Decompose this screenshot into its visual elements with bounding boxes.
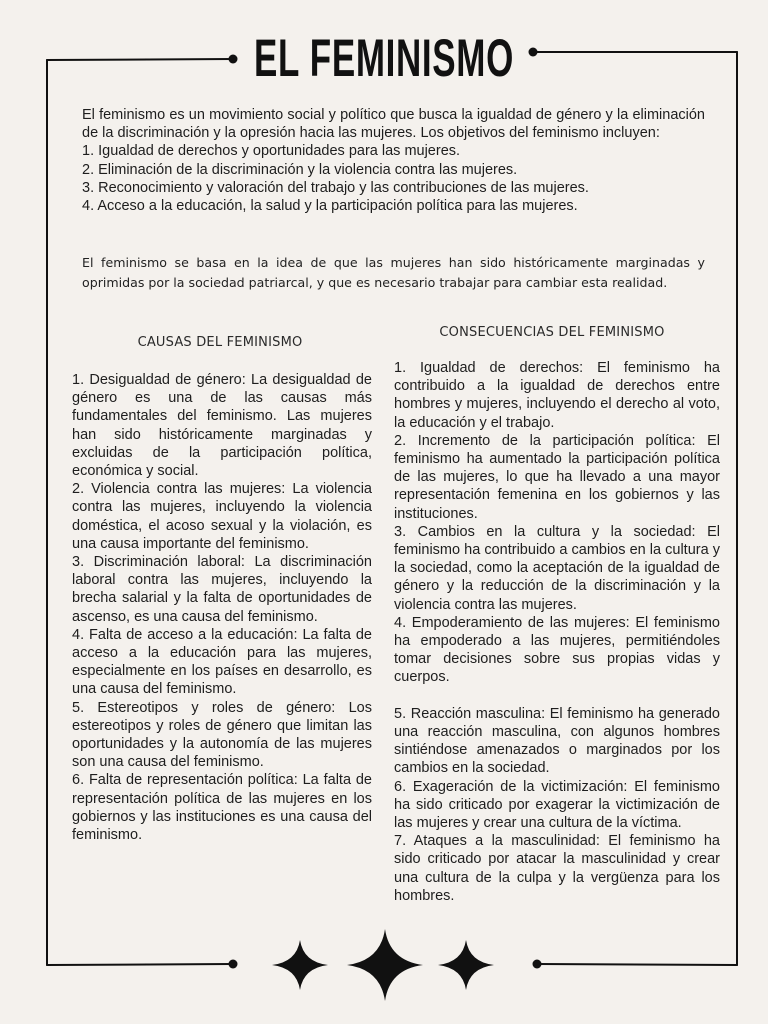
consequence-item: 2. Incremento de la participación política: El feminismo ha aumentado la participación política de las mujeres, lo que ha llevado a una mayor representación femenina en los gobiernos y las instituciones. <box>394 432 720 522</box>
consequences-column <box>394 359 720 905</box>
frame-dot-bottom-left <box>229 960 238 969</box>
sparkle-star-icon <box>272 940 328 990</box>
objective-item: 4. Acceso a la educación, la salud y la participación política para las mujeres. <box>82 198 578 215</box>
consequence-item: 5. Reacción masculina: El feminismo ha generado una reacción masculina, con algunos hombres sintiéndose amenazados o marginados por los cambios en la sociedad. <box>394 705 720 777</box>
objective-item: 2. Eliminación de la discriminación y la violencia contra las mujeres. <box>82 161 518 178</box>
cause-item: 3. Discriminación laboral: La discriminación laboral contra las mujeres, incluyendo la brecha salarial y la falta de oportunidades de ascenso, es una causa del feminismo. <box>72 554 372 625</box>
objective-item: 1. Igualdad de derechos y oportunidades para las mujeres. <box>82 143 461 160</box>
cause-item: 1. Desigualdad de género: La desigualdad de género es una de las causas más fundamentales del feminismo. Las mujeres han sido históricamente marginadas y excluidas de la participación política, económica y social. <box>72 372 372 480</box>
consequence-item: 3. Cambios en la cultura y la sociedad: El feminismo ha contribuido a cambios en la cultura y la sociedad, como la aceptación de la igualdad de género y la reducción de la discriminación y la violencia contra las mujeres. <box>394 523 720 613</box>
frame-line-bottom-right <box>537 964 737 965</box>
sparkle-star-icon <box>438 940 494 990</box>
objective-item: 3. Reconocimiento y valoración del trabajo y las contribuciones de las mujeres. <box>82 179 589 196</box>
objectives-list <box>82 142 705 215</box>
frame-line-bottom-left <box>47 964 233 965</box>
cause-item: 2. Violencia contra las mujeres: La violencia contra las mujeres, incluyendo la violencia doméstica, el acoso sexual y la violación, es una causa importante del feminismo. <box>72 481 372 552</box>
intro-paragraph: El feminismo es un movimiento social y político que busca la igualdad de género y la eliminación de la discriminación y la opresión hacia las mujeres. Los objetivos del feminismo incluyen: <box>82 107 705 142</box>
consequence-item: 6. Exageración de la victimización: El feminismo ha sido criticado por exagerar la victimización de las mujeres y crear una cultura de la víctima. <box>394 778 720 832</box>
frame-line-top-left <box>47 59 233 60</box>
page-title: EL FEMINISMO <box>254 29 514 88</box>
intro-closing-paragraph: El feminismo se basa en la idea de que las mujeres han sido históricamente marginadas y oprimidas por la sociedad patriarcal, y que es necesario trabajar para cambiar esta realidad. <box>82 255 705 290</box>
cause-item: 5. Estereotipos y roles de género: Los estereotipos y roles de género que limitan las oportunidades y la autonomía de las mujeres son una causa del feminismo. <box>72 699 372 771</box>
causes-heading: CAUSAS DEL FEMINISMO <box>137 335 303 350</box>
cause-item: 4. Falta de acceso a la educación: La falta de acceso a la educación para las mujeres, especialmente en los países en desarrollo, es una causa del feminismo. <box>72 626 372 698</box>
cause-item: 6. Falta de representación política: La falta de representación política de las mujeres en los gobiernos y las instituciones es una causa del feminismo. <box>72 772 372 844</box>
consequence-item: 1. Igualdad de derechos: El feminismo ha contribuido a la igualdad de derechos entre hombres y mujeres, incluyendo el derecho al voto, la educación y el trabajo. <box>394 360 720 431</box>
frame-dot-bottom-right <box>533 960 542 969</box>
star-decoration <box>272 929 494 1001</box>
consequences-heading: CONSECUENCIAS DEL FEMINISMO <box>439 325 665 340</box>
intro-section <box>82 106 705 215</box>
consequence-item: 7. Ataques a la masculinidad: El feminismo ha sido criticado por atacar la masculinidad y crear una cultura de la culpa y la vergüenza para los hombres. <box>394 833 720 904</box>
causes-column <box>72 371 372 844</box>
consequence-item: 4. Empoderamiento de las mujeres: El feminismo ha empoderado a las mujeres, permitiéndoles tomar decisiones sobre sus propias vidas y cuerpos. <box>394 614 720 686</box>
sparkle-star-icon <box>347 929 423 1001</box>
